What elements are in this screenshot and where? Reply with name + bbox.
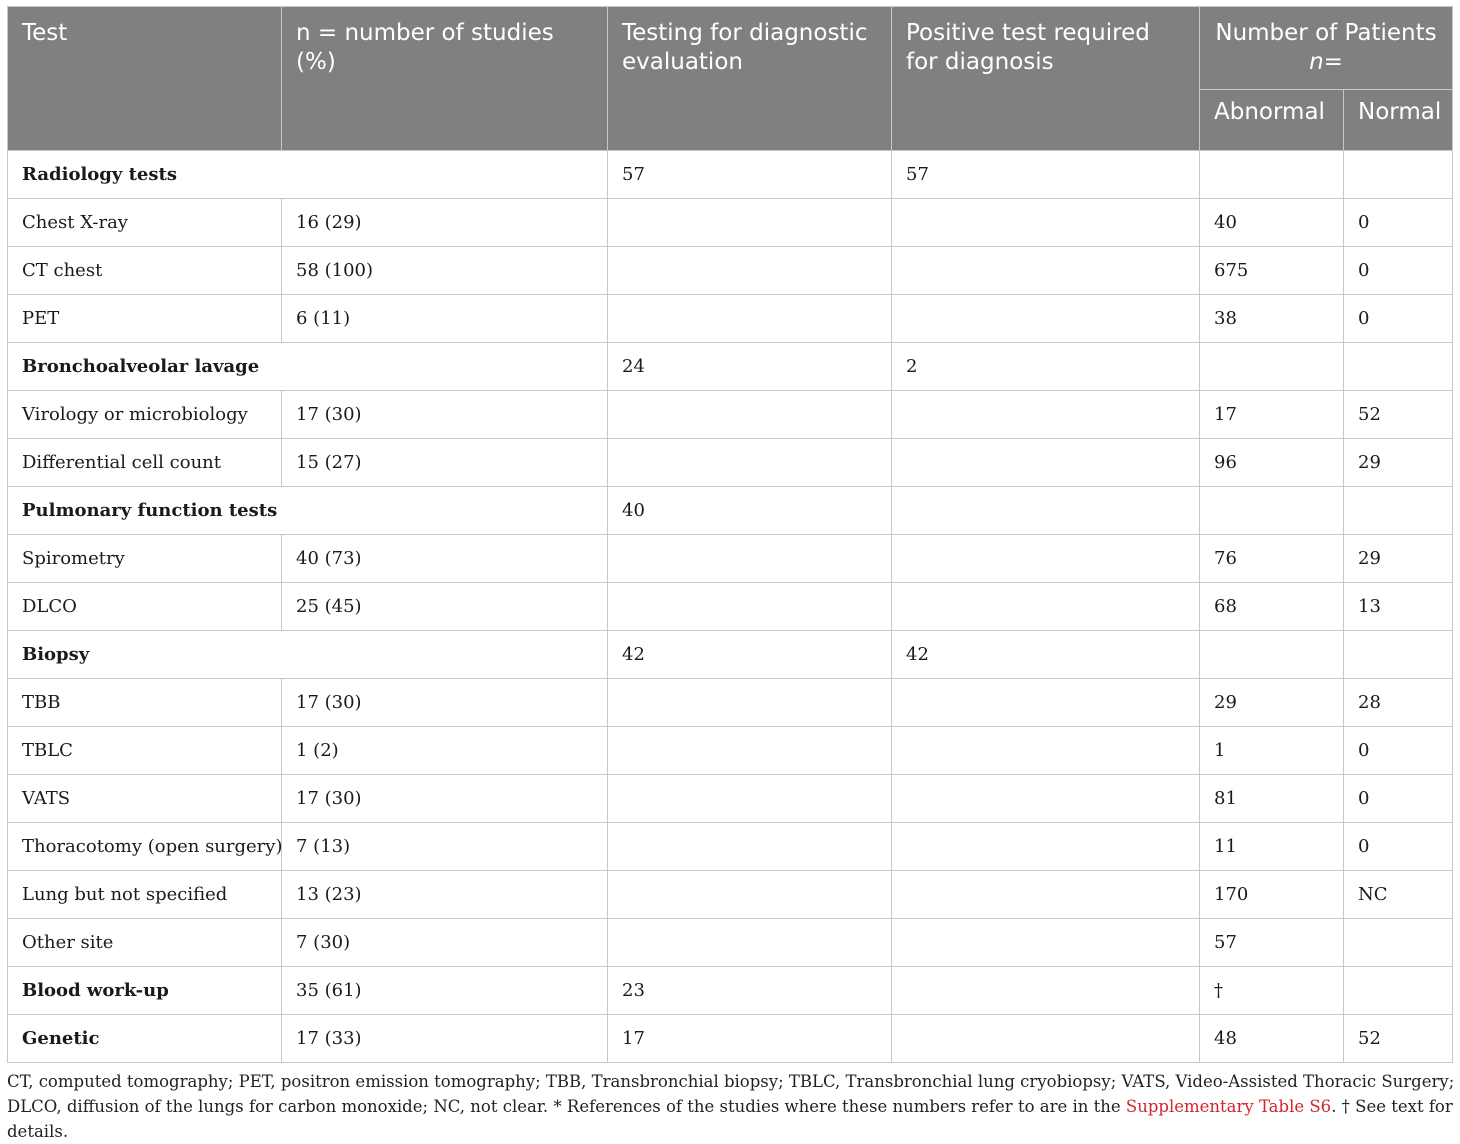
cell-abnormal: 29 xyxy=(1200,679,1344,727)
table-row xyxy=(8,199,1453,247)
table-header xyxy=(8,7,1453,151)
table-row xyxy=(8,919,1453,967)
cell-testing-eval xyxy=(608,583,892,631)
table-section-row xyxy=(8,967,1453,1015)
table-row xyxy=(8,439,1453,487)
cell-normal: 0 xyxy=(1344,823,1453,871)
cell-testing-eval xyxy=(608,871,892,919)
cell-normal xyxy=(1344,487,1453,535)
cell-abnormal xyxy=(1200,631,1344,679)
cell-normal xyxy=(1344,631,1453,679)
cell-positive-required xyxy=(892,823,1200,871)
cell-n-studies: 25 (45) xyxy=(282,583,608,631)
cell-abnormal: 675 xyxy=(1200,247,1344,295)
cell-abnormal: 48 xyxy=(1200,1015,1344,1063)
cell-positive-required: 42 xyxy=(892,631,1200,679)
cell-positive-required xyxy=(892,535,1200,583)
table-row xyxy=(8,871,1453,919)
cell-n-studies: 13 (23) xyxy=(282,871,608,919)
cell-test: Lung but not specified xyxy=(8,871,282,919)
table-footnote xyxy=(7,1069,1457,1144)
cell-n-studies: 58 (100) xyxy=(282,247,608,295)
footnote-text-end: . † See text for details. xyxy=(7,1097,1453,1141)
cell-testing-eval xyxy=(608,535,892,583)
cell-normal: 28 xyxy=(1344,679,1453,727)
cell-abnormal: † xyxy=(1200,967,1344,1015)
cell-abnormal: 81 xyxy=(1200,775,1344,823)
cell-test: Pulmonary function tests xyxy=(8,487,608,535)
cell-normal: 0 xyxy=(1344,775,1453,823)
cell-abnormal: 170 xyxy=(1200,871,1344,919)
cell-test: TBLC xyxy=(8,727,282,775)
cell-testing-eval: 24 xyxy=(608,343,892,391)
cell-positive-required xyxy=(892,727,1200,775)
table-row xyxy=(8,583,1453,631)
cell-n-studies: 16 (29) xyxy=(282,199,608,247)
cell-test: Thoracotomy (open surgery) xyxy=(8,823,282,871)
cell-normal xyxy=(1344,967,1453,1015)
table-row xyxy=(8,823,1453,871)
cell-normal xyxy=(1344,151,1453,199)
cell-positive-required xyxy=(892,919,1200,967)
cell-testing-eval xyxy=(608,199,892,247)
cell-test: DLCO xyxy=(8,583,282,631)
cell-abnormal: 57 xyxy=(1200,919,1344,967)
table-row xyxy=(8,391,1453,439)
cell-n-studies: 17 (30) xyxy=(282,391,608,439)
cell-test: TBB xyxy=(8,679,282,727)
cell-test: Spirometry xyxy=(8,535,282,583)
diagnostic-tests-table xyxy=(7,6,1453,1063)
table-row xyxy=(8,679,1453,727)
header-number-of-patients xyxy=(1200,7,1453,90)
header-testing-eval: Testing for diagnostic evaluation xyxy=(608,7,892,151)
cell-normal: 52 xyxy=(1344,1015,1453,1063)
cell-n-studies: 17 (30) xyxy=(282,679,608,727)
cell-testing-eval xyxy=(608,391,892,439)
cell-normal: 52 xyxy=(1344,391,1453,439)
cell-testing-eval xyxy=(608,295,892,343)
cell-test: VATS xyxy=(8,775,282,823)
cell-positive-required xyxy=(892,439,1200,487)
cell-test: Other site xyxy=(8,919,282,967)
cell-normal: 29 xyxy=(1344,439,1453,487)
header-number-of-patients-n: n xyxy=(1309,49,1324,75)
cell-abnormal: 38 xyxy=(1200,295,1344,343)
cell-n-studies: 35 (61) xyxy=(282,967,608,1015)
cell-normal: 0 xyxy=(1344,295,1453,343)
cell-positive-required xyxy=(892,871,1200,919)
table-row xyxy=(8,535,1453,583)
cell-testing-eval xyxy=(608,439,892,487)
header-normal: Normal xyxy=(1344,90,1453,151)
cell-testing-eval: 17 xyxy=(608,1015,892,1063)
table-section-row xyxy=(8,343,1453,391)
cell-test: PET xyxy=(8,295,282,343)
cell-test: Chest X-ray xyxy=(8,199,282,247)
cell-testing-eval xyxy=(608,823,892,871)
cell-normal: 0 xyxy=(1344,727,1453,775)
cell-normal: NC xyxy=(1344,871,1453,919)
table-body xyxy=(8,151,1453,1063)
cell-n-studies: 15 (27) xyxy=(282,439,608,487)
cell-positive-required xyxy=(892,487,1200,535)
cell-normal xyxy=(1344,343,1453,391)
cell-testing-eval xyxy=(608,679,892,727)
cell-test: Blood work-up xyxy=(8,967,282,1015)
cell-n-studies: 7 (30) xyxy=(282,919,608,967)
cell-normal: 13 xyxy=(1344,583,1453,631)
cell-testing-eval: 40 xyxy=(608,487,892,535)
cell-test: Genetic xyxy=(8,1015,282,1063)
cell-positive-required xyxy=(892,295,1200,343)
cell-n-studies: 40 (73) xyxy=(282,535,608,583)
cell-abnormal: 68 xyxy=(1200,583,1344,631)
table-row xyxy=(8,727,1453,775)
cell-positive-required xyxy=(892,967,1200,1015)
cell-testing-eval xyxy=(608,775,892,823)
cell-testing-eval: 57 xyxy=(608,151,892,199)
cell-testing-eval: 23 xyxy=(608,967,892,1015)
cell-normal: 0 xyxy=(1344,247,1453,295)
table-section-row xyxy=(8,151,1453,199)
cell-n-studies: 7 (13) xyxy=(282,823,608,871)
cell-normal xyxy=(1344,919,1453,967)
cell-abnormal: 96 xyxy=(1200,439,1344,487)
cell-abnormal: 17 xyxy=(1200,391,1344,439)
cell-positive-required: 2 xyxy=(892,343,1200,391)
cell-test: Bronchoalveolar lavage xyxy=(8,343,608,391)
table-container xyxy=(7,6,1452,1063)
cell-positive-required xyxy=(892,391,1200,439)
cell-abnormal xyxy=(1200,487,1344,535)
cell-abnormal xyxy=(1200,343,1344,391)
header-abnormal: Abnormal xyxy=(1200,90,1344,151)
cell-n-studies: 1 (2) xyxy=(282,727,608,775)
cell-test: Differential cell count xyxy=(8,439,282,487)
cell-normal: 0 xyxy=(1344,199,1453,247)
table-row xyxy=(8,775,1453,823)
cell-test: CT chest xyxy=(8,247,282,295)
cell-testing-eval xyxy=(608,727,892,775)
cell-abnormal xyxy=(1200,151,1344,199)
cell-positive-required xyxy=(892,247,1200,295)
cell-abnormal: 40 xyxy=(1200,199,1344,247)
footnote-text: CT, computed tomography; PET, positron emission tomography; TBB, Transbronchial biopsy; TBLC, Transbronchial lung cryobiopsy; VATS, Video-Assisted Thoracic Surgery; DLCO, diffusion of the lungs for carbon monoxide; NC, not clear. * References of the studies where these numbers refer to are in the xyxy=(7,1072,1455,1116)
cell-abnormal: 1 xyxy=(1200,727,1344,775)
cell-positive-required xyxy=(892,1015,1200,1063)
header-number-of-patients-eq: = xyxy=(1323,49,1343,75)
cell-positive-required: 57 xyxy=(892,151,1200,199)
cell-testing-eval xyxy=(608,919,892,967)
cell-normal: 29 xyxy=(1344,535,1453,583)
table-section-row xyxy=(8,631,1453,679)
cell-positive-required xyxy=(892,775,1200,823)
cell-n-studies: 6 (11) xyxy=(282,295,608,343)
table-section-row xyxy=(8,487,1453,535)
cell-test: Biopsy xyxy=(8,631,608,679)
table-section-row xyxy=(8,1015,1453,1063)
cell-positive-required xyxy=(892,583,1200,631)
cell-n-studies: 17 (30) xyxy=(282,775,608,823)
cell-testing-eval xyxy=(608,247,892,295)
cell-abnormal: 76 xyxy=(1200,535,1344,583)
cell-positive-required xyxy=(892,199,1200,247)
table-row xyxy=(8,295,1453,343)
cell-test: Radiology tests xyxy=(8,151,608,199)
cell-n-studies: 17 (33) xyxy=(282,1015,608,1063)
cell-positive-required xyxy=(892,679,1200,727)
header-positive-required: Positive test required for diagnosis xyxy=(892,7,1200,151)
table-row xyxy=(8,247,1453,295)
header-test: Test xyxy=(8,7,282,151)
supplementary-table-link[interactable]: Supplementary Table S6 xyxy=(1125,1097,1332,1116)
cell-abnormal: 11 xyxy=(1200,823,1344,871)
cell-test: Virology or microbiology xyxy=(8,391,282,439)
header-n-studies: n = number of studies (%) xyxy=(282,7,608,151)
cell-testing-eval: 42 xyxy=(608,631,892,679)
header-number-of-patients-text: Number of Patients xyxy=(1215,20,1437,46)
